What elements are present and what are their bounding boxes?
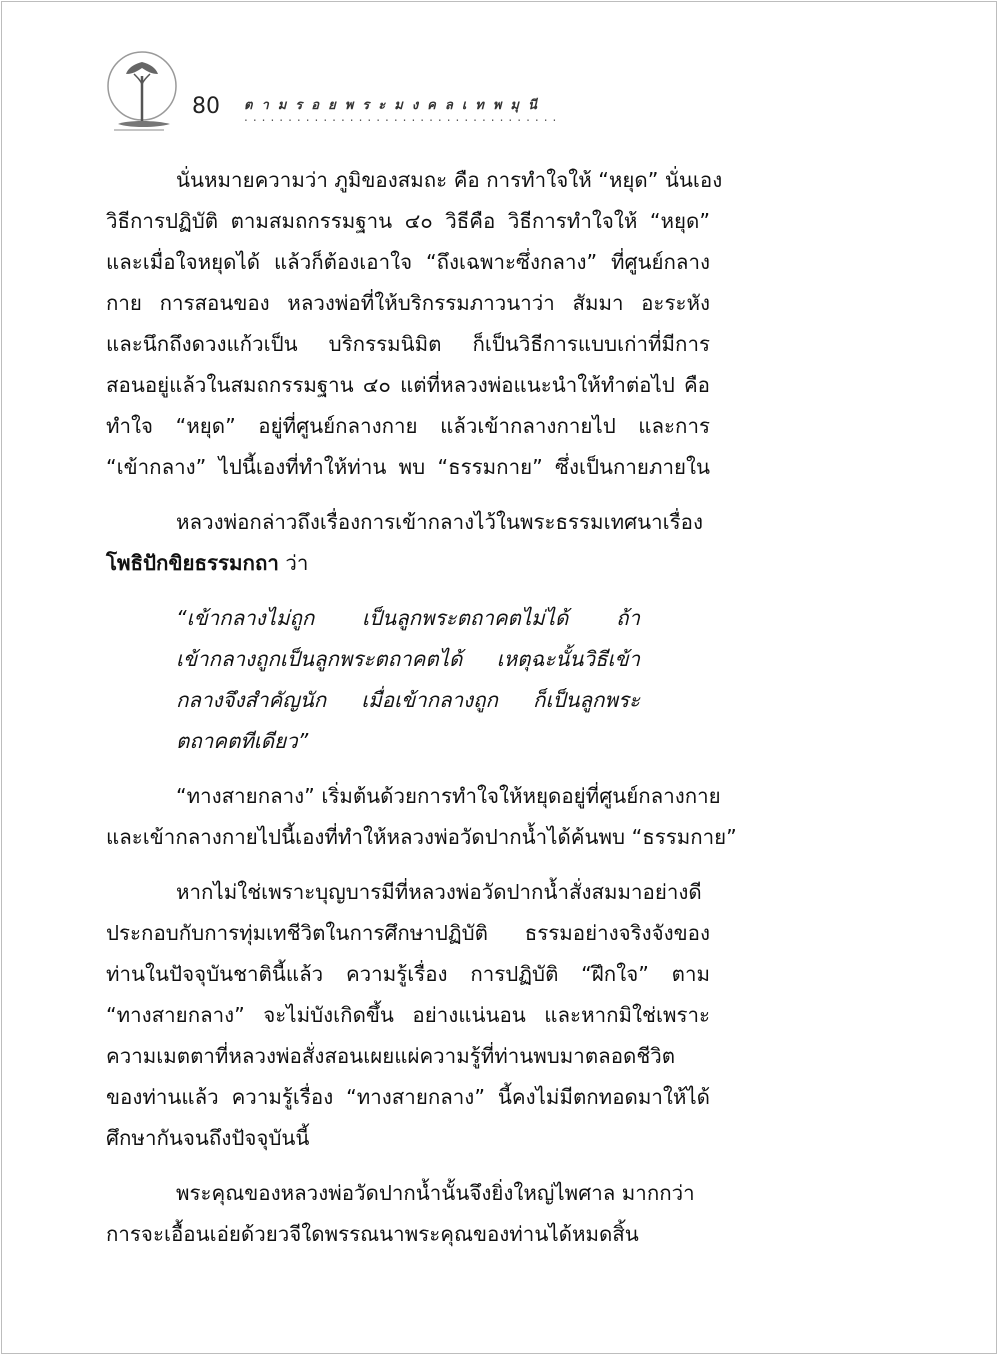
paragraph-line: “ทางสายกลาง” เริ่มต้นด้วยการทำใจให้หยุดอยู่ที่ศูนย์กลางกาย (176, 784, 721, 808)
paragraph-line: “เข้ากลาง” ไปนี้เองที่ทำให้ท่าน พบ “ธรรมกาย” ซึ่งเป็นกายภายใน (106, 455, 710, 479)
title-underline-dots: .................................... (244, 110, 562, 124)
paragraph-line: หากไม่ใช่เพราะบุญบารมีที่หลวงพ่อวัดปากน้ำสั่งสมมาอย่างดี (176, 880, 702, 904)
paragraph-line: กาย การสอนของ หลวงพ่อที่ให้บริกรรมภาวนาว่า สัมมา อะระหัง (106, 291, 710, 315)
tree-circle-logo-icon (104, 44, 180, 136)
page-number: 80 (192, 94, 220, 119)
paragraph-line: วิธีการปฏิบัติ ตามสมถกรรมฐาน ๔๐ วิธีคือ วิธีการทำใจให้ “หยุด” (106, 209, 710, 233)
quote-line: กลางจึงสำคัญนัก เมื่อเข้ากลางถูก ก็เป็นลูกพระ (176, 688, 640, 712)
paragraph-line: ประกอบกับการทุ่มเทชีวิตในการศึกษาปฏิบัติ ธรรมอย่างจริงจังของ (106, 921, 710, 945)
sermon-title-tail: ว่า (278, 551, 309, 575)
quote-line: เข้ากลางถูกเป็นลูกพระตถาคตได้ เหตุฉะนั้นวิธีเข้า (176, 647, 640, 671)
paragraph-line: หลวงพ่อกล่าวถึงเรื่องการเข้ากลางไว้ในพระธรรมเทศนาเรื่อง (176, 510, 703, 534)
paragraph-line: พระคุณของหลวงพ่อวัดปากน้ำนั้นจึงยิ่งใหญ่ไพศาล มากกว่า (176, 1181, 695, 1205)
paragraph-line: และนึกถึงดวงแก้วเป็น บริกรรมนิมิต ก็เป็นวิธีการแบบเก่าที่มีการ (106, 332, 710, 356)
paragraph-line: สอนอยู่แล้วในสมถกรรมฐาน ๔๐ แต่ที่หลวงพ่อแนะนำให้ทำต่อไป คือ (106, 373, 710, 397)
paragraph-line: ศึกษากันจนถึงปัจจุบันนี้ (106, 1126, 310, 1150)
paragraph-line: การจะเอื้อนเอ่ยด้วยวจีใดพรรณนาพระคุณของท่านได้หมดสิ้น (106, 1222, 639, 1246)
paragraph-line: ความเมตตาที่หลวงพ่อสั่งสอนเผยแผ่ความรู้ที่ท่านพบมาตลอดชีวิต (106, 1044, 676, 1068)
paragraph-line: และเมื่อใจหยุดได้ แล้วก็ต้องเอาใจ “ถึงเฉพาะซึ่งกลาง” ที่ศูนย์กลาง (106, 250, 710, 274)
paragraph-line (106, 543, 710, 584)
text-body (106, 160, 737, 1255)
paragraph-line: ท่านในปัจจุบันชาตินี้แล้ว ความรู้เรื่อง การปฏิบัติ “ฝึกใจ” ตาม (106, 962, 710, 986)
paragraph-line: “ทางสายกลาง” จะไม่บังเกิดขึ้น อย่างแน่นอน และหากมิใช่เพราะ (106, 1003, 710, 1027)
sermon-title: โพธิปักขิยธรรมกถา (106, 551, 279, 575)
running-title: ตามรอยพระมงคลเทพมุนี (244, 98, 546, 113)
quote-line: “เข้ากลางไม่ถูก เป็นลูกพระตถาคตไม่ได้ ถ้า (176, 606, 640, 630)
quote-line: ตถาคตทีเดียว” (176, 729, 309, 753)
paragraph-line: ทำใจ “หยุด” อยู่ที่ศูนย์กลางกาย แล้วเข้ากลางกายไป และการ (106, 414, 710, 438)
paragraph-line: และเข้ากลางกายไปนี้เองที่ทำให้หลวงพ่อวัดปากน้ำได้ค้นพบ “ธรรมกาย” (106, 825, 737, 849)
paragraph-line: ของท่านแล้ว ความรู้เรื่อง “ทางสายกลาง” นี้คงไม่มีตกทอดมาให้ได้ (106, 1085, 710, 1109)
paragraph-line: นั่นหมายความว่า ภูมิของสมถะ คือ การทำใจให้ “หยุด” นั่นเอง (176, 168, 723, 192)
